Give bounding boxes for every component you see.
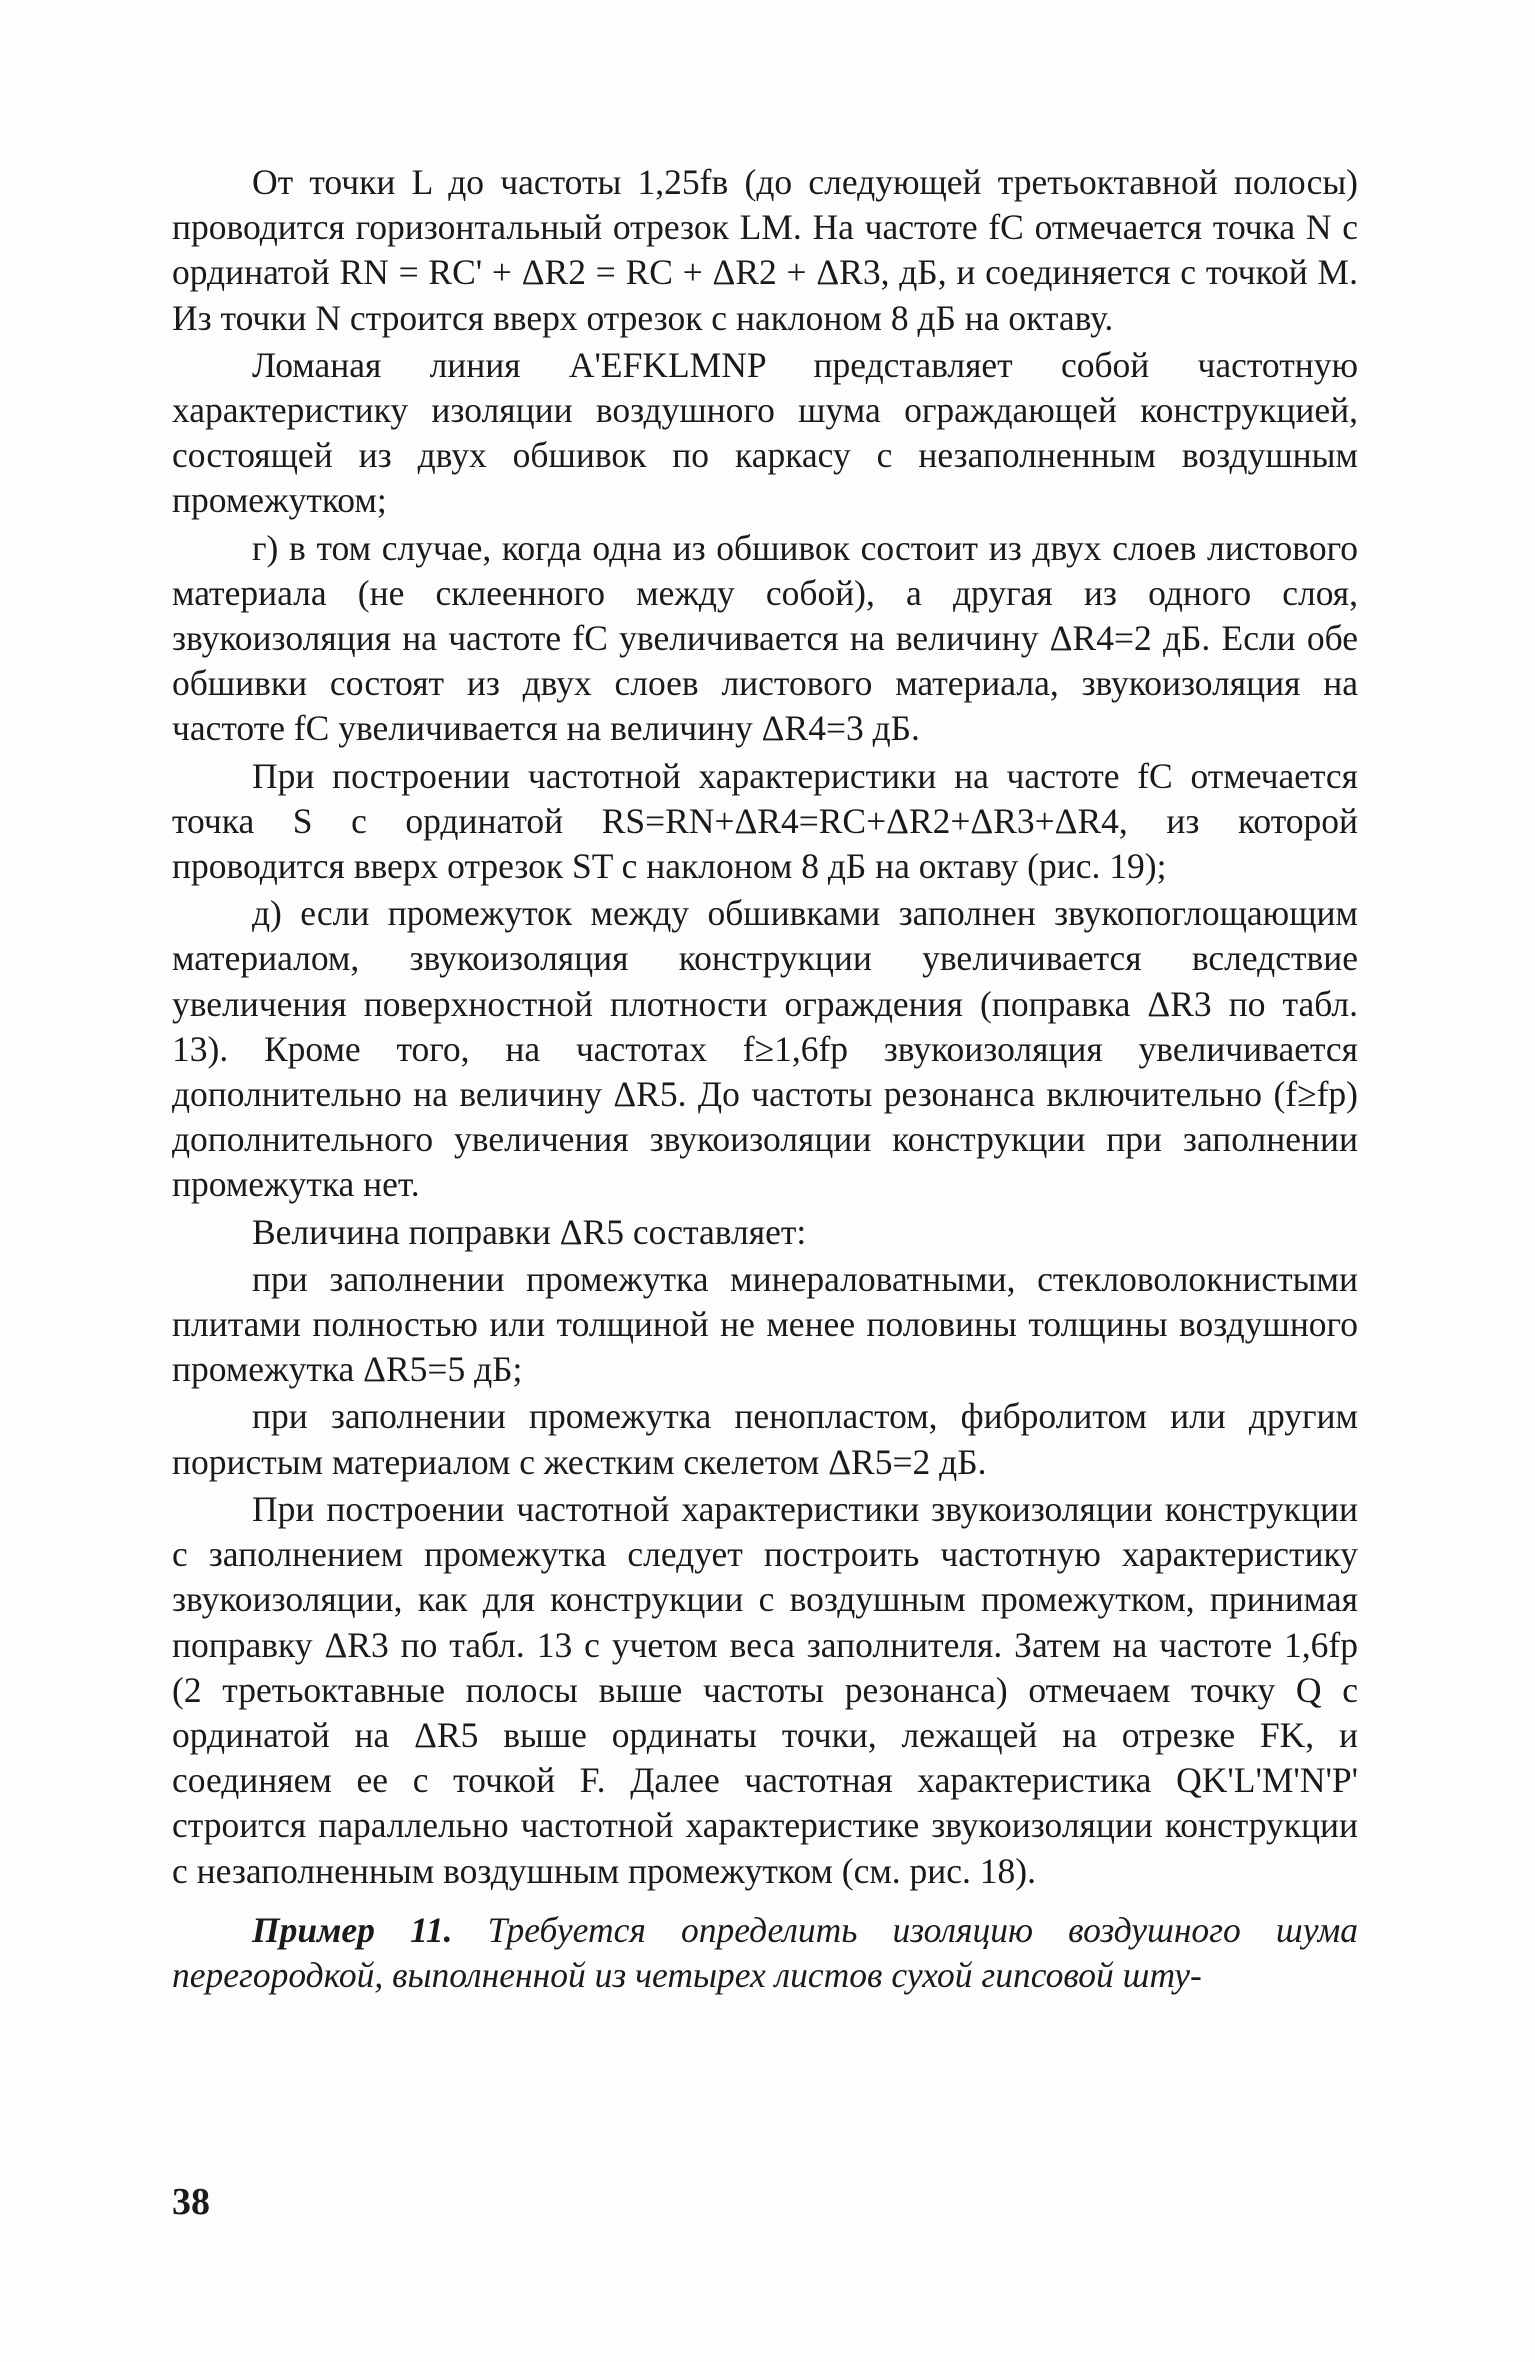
example-label: Пример 11. [252,1909,453,1950]
paragraph-6: при заполнении промежутка пенопластом, фибролитом или другим пористым материалом с жестким скелетом ΔR5=2 дБ. [172,1396,1358,1482]
page-number: 38 [172,2181,210,2223]
paragraph-2: Ломаная линия A'EFKLMNP представляет собой частотную характеристику изоляции воздушного шума ограждающей конструкцией, состоящей из двух обшивок по каркасу с незаполненным воздушным промежутком; [172,344,1358,521]
paragraph-3: При построении частотной характеристики на частоте fC отмечается точка S с ординатой RS=RN+ΔR4=RC+ΔR2+ΔR3+ΔR4, из которой проводится вверх отрезок ST с наклоном 8 дБ на октаву (рис. 19); [172,755,1358,887]
list-item-d: д) если промежуток между обшивками заполнен звукопоглощающим материалом, звукоизоляция конструкции увеличивается вследствие увеличения поверхностной плотности ограждения (поправка ΔR3 по табл. 13). Кроме того, на частотах f≥1,6fр звукоизоляция увеличивается дополнительно на величину ΔR5. До частоты резонанса включительно (f≥fр) дополнительного увеличения звукоизоляции конструкции при заполнении промежутка нет. [172,893,1358,1205]
paragraph-5: при заполнении промежутка минераловатными, стекловолокнистыми плитами полностью или толщиной не менее половины толщины воздушного промежутка ΔR5=5 дБ; [172,1258,1358,1390]
paragraph-4: Величина поправки ΔR5 составляет: [252,1211,807,1252]
paragraph-1: От точки L до частоты 1,25fв (до следующей третьоктавной полосы) проводится горизонтальный отрезок LM. На частоте fC отмечается точка N с ординатой RN = RC' + ΔR2 = RC + ΔR2 + ΔR3, дБ, и соединяется с точкой M. Из точки N строится вверх отрезок с наклоном 8 дБ на октаву. [172,162,1358,338]
example-text: Требуется определить изоляцию воздушного шума перегородкой, выполненной из четырех листов сухой гипсовой шту- [172,1909,1358,1995]
body-text [172,160,1358,2000]
paragraph-7: При построении частотной характеристики звукоизоляции конструкции с заполнением промежутка следует построить частотную характеристику звукоизоляции, как для конструкции с воздушным промежутком, принимая поправку ΔR3 по табл. 13 с учетом веса заполнителя. Затем на частоте 1,6fр (2 третьоктавные полосы выше частоты резонанса) отмечаем точку Q с ординатой на ΔR5 выше ординаты точки, лежащей на отрезке FK, и соединяем ее с точкой F. Далее частотная характеристика QK'L'M'N'P' строится параллельно частотной характеристике звукоизоляции конструкции с незаполненным воздушным промежутком (см. рис. 18). [172,1488,1358,1891]
list-item-g: г) в том случае, когда одна из обшивок состоит из двух слоев листового материала (не склеенного между собой), а другая из одного слоя, звукоизоляция на частоте fC увеличивается на величину ΔR4=2 дБ. Если обе обшивки состоят из двух слоев листового материала, звукоизоляция на частоте fC увеличивается на величину ΔR4=3 дБ. [172,527,1358,749]
example-paragraph [172,1908,1358,1998]
